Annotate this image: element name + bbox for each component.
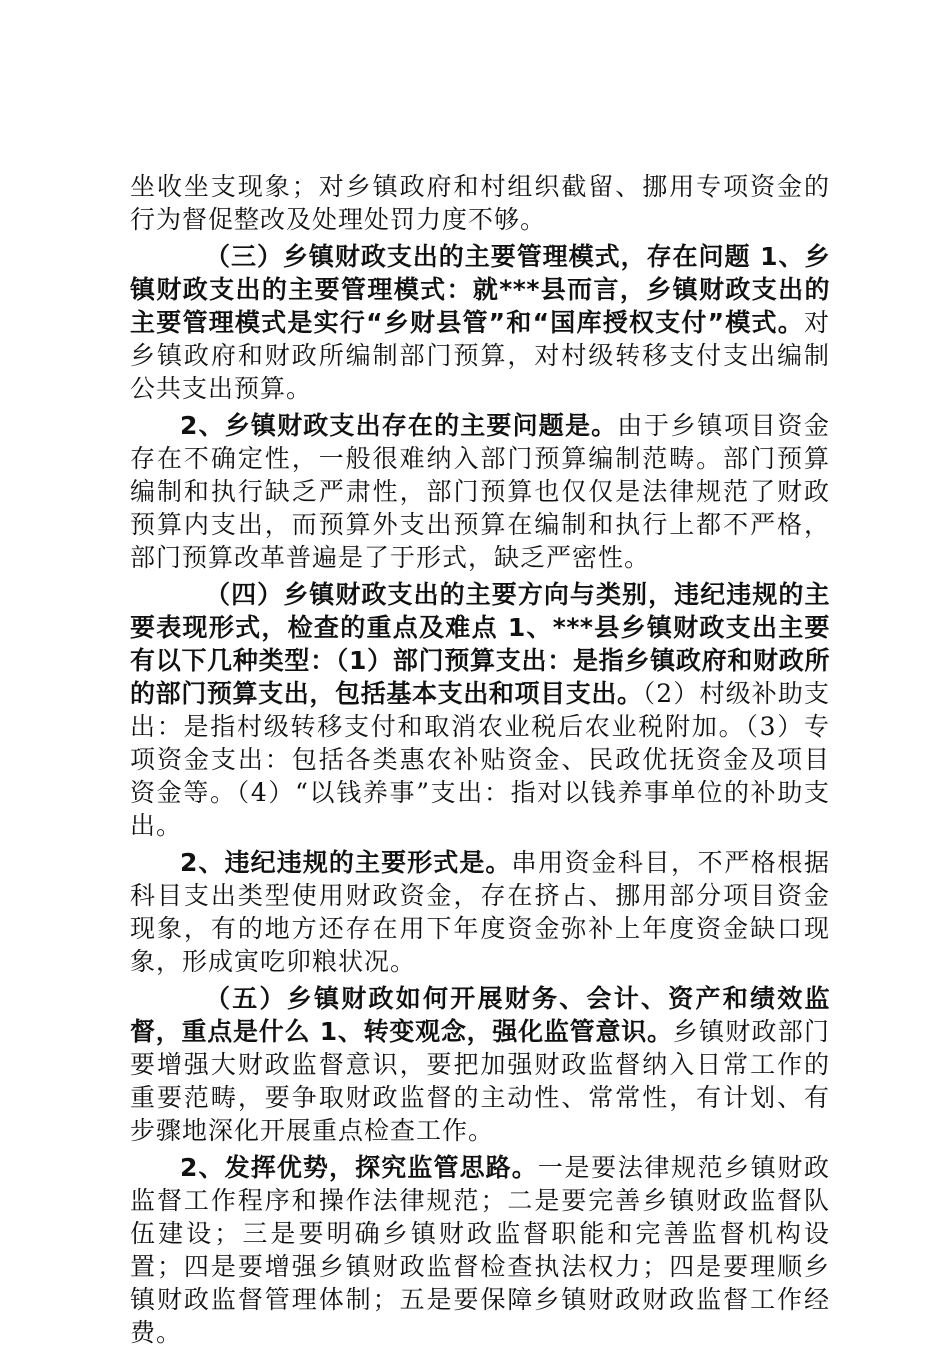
section-heading-4: （四）乡镇财政支出的主要方向与类别，违纪违规的主要表现形式，检查的重点及难点 1、***县乡镇财政支出主要有以下几种类型：（1）部门预算支出：是指乡镇政府和财政所的部门预算支出，包括基本支出和项目支出。: [130, 580, 830, 708]
paragraph-continuation: [130, 170, 830, 236]
paragraph-text: 乡镇财政部门要增强大财政监督意识，要把加强财政监督纳入日常工作的重要范畴，要争取财政监督的主动性、常常性，有计划、有步骤地深化开展重点检查工作。: [130, 1017, 830, 1145]
paragraph-text: 对乡镇政府和财政所编制部门预算，对村级转移支付支出编制公共支出预算。: [130, 308, 830, 403]
document-body: [130, 170, 830, 1353]
paragraph-section-4: [130, 578, 830, 842]
paragraph-section-5: [130, 982, 830, 1147]
paragraph-3-2: [130, 409, 830, 574]
paragraph-section-3: [130, 240, 830, 405]
paragraph-text: 坐收坐支现象；对乡镇政府和村组织截留、挪用专项资金的行为督促整改及处理处罚力度不够。: [130, 172, 830, 234]
paragraph-text: 由于乡镇项目资金存在不确定性，一般很难纳入部门预算编制范畴。部门预算编制和执行缺乏严肃性，部门预算也仅仅是法律规范了财政预算内支出，而预算外支出预算在编制和执行上都不严格，部门预算改革普遍是了于形式，缺乏严密性。: [130, 411, 830, 572]
paragraph-5-2: [130, 1151, 830, 1349]
subheading-3-2: 2、乡镇财政支出存在的主要问题是。: [180, 411, 618, 440]
section-heading-3: （三）乡镇财政支出的主要管理模式，存在问题 1、乡镇财政支出的主要管理模式：就***县而言，乡镇财政支出的主要管理模式是实行“乡财县管”和“国库授权支付”模式。: [130, 242, 830, 337]
paragraph-text: 串用资金科目，不严格根据科目支出类型使用财政资金，存在挤占、挪用部分项目资金现象，有的地方还存在用下年度资金弥补上年度资金缺口现象，形成寅吃卯粮状况。: [130, 848, 830, 976]
section-heading-5: （五）乡镇财政如何开展财务、会计、资产和绩效监督，重点是什么 1、转变观念，强化监管意识。: [130, 984, 830, 1046]
subheading-5-2: 2、发挥优势，探究监管思路。: [180, 1153, 538, 1182]
paragraph-text: 一是要法律规范乡镇财政监督工作程序和操作法律规范；二是要完善乡镇财政监督队伍建设；三是要明确乡镇财政监督职能和完善监督机构设置；四是要增强乡镇财政监督检查执法权力；四是要理顺乡镇财政监督管理体制；五是要保障乡镇财政财政监督工作经费。: [130, 1153, 830, 1347]
subheading-4-2: 2、违纪违规的主要形式是。: [180, 848, 512, 877]
paragraph-4-2: [130, 846, 830, 978]
paragraph-text: （2）村级补助支出：是指村级转移支付和取消农业税后农业税附加。（3）专项资金支出：包括各类惠农补贴资金、民政优抚资金及项目资金等。（4）“以钱养事”支出：指对以钱养事单位的补助支出。: [130, 679, 830, 840]
